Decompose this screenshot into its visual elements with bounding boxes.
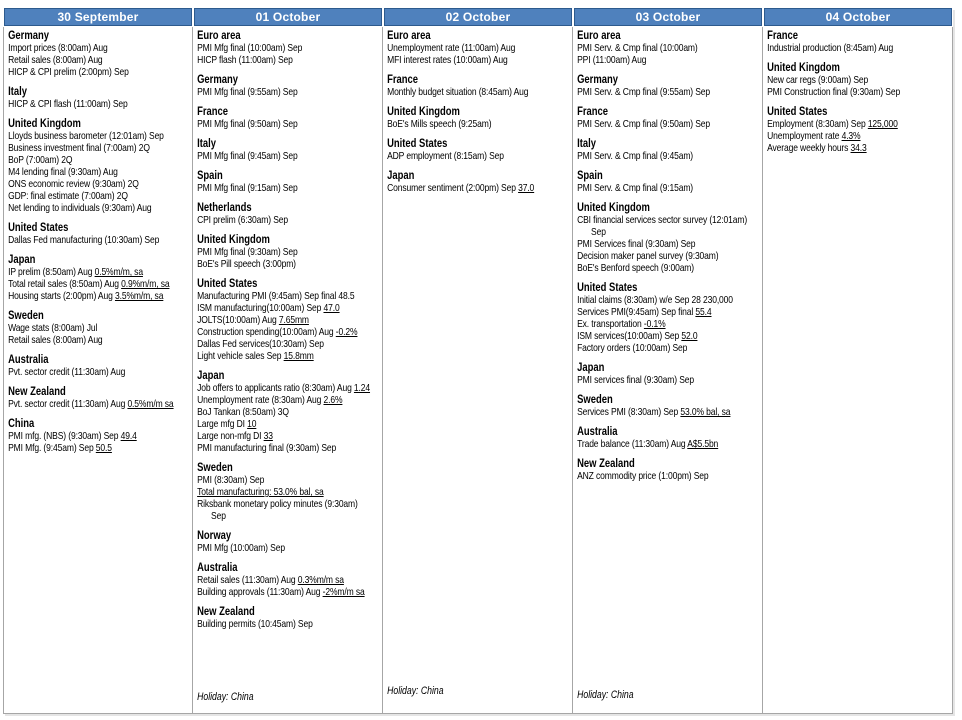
- country-section: [197, 530, 380, 555]
- event-forecast-value: -2%m/m sa: [322, 587, 365, 598]
- country-section: [8, 354, 190, 379]
- event-item: [387, 87, 570, 99]
- event-text: BoE's Pill speech (3:00pm): [197, 259, 296, 270]
- day-events-cell: [3, 27, 193, 714]
- event-text: Services PMI(9:45am) Sep final: [577, 307, 696, 318]
- event-item: [8, 323, 190, 335]
- event-item: [577, 239, 760, 251]
- country-name: Euro area: [577, 30, 621, 42]
- event-forecast-value: 52.0: [681, 331, 698, 342]
- event-forecast-value: 125,000: [867, 119, 898, 130]
- date-header: 30 September: [4, 8, 192, 26]
- event-item: [387, 55, 570, 67]
- country-name: New Zealand: [577, 458, 635, 470]
- event-item: [767, 75, 950, 87]
- event-continuation-line: Sep: [211, 511, 226, 522]
- event-text: PMI Mfg final (9:15am) Sep: [197, 183, 298, 194]
- event-item: [197, 43, 380, 55]
- event-item: [197, 575, 380, 587]
- day-column-5: [763, 8, 953, 714]
- country-name: United Kingdom: [767, 62, 840, 74]
- event-text: Wage stats (8:00am) Jul: [8, 323, 98, 334]
- event-text: BoJ Tankan (8:50am) 3Q: [197, 407, 289, 418]
- event-item: [8, 179, 190, 191]
- country-section: [197, 30, 380, 67]
- event-item: [197, 587, 380, 599]
- event-item: [767, 119, 950, 131]
- event-text: CBI financial services sector survey (12:01am): [577, 215, 748, 226]
- event-text: HICP flash (11:00am) Sep: [197, 55, 293, 66]
- event-text: PMI manufacturing final (9:30am) Sep: [197, 443, 337, 454]
- event-text: Net lending to individuals (9:30am) Aug: [8, 203, 152, 214]
- day-column-3: [383, 8, 573, 714]
- event-text: Building approvals (11:30am) Aug: [197, 587, 323, 598]
- event-text: Trade balance (11:30am) Aug: [577, 439, 688, 450]
- event-item: [197, 119, 380, 131]
- event-text: PMI Serv. & Cmp final (9:15am): [577, 183, 694, 194]
- event-text: M4 lending final (9:30am) Aug: [8, 167, 118, 178]
- event-item: [8, 67, 190, 79]
- country-section: [197, 278, 380, 363]
- country-name: Sweden: [197, 462, 233, 474]
- country-section: [197, 370, 380, 455]
- event-text: Average weekly hours: [767, 143, 851, 154]
- country-name: Sweden: [8, 310, 44, 322]
- event-item: [197, 55, 380, 67]
- event-item: [197, 327, 380, 339]
- event-forecast-value: 3.5%m/m, sa: [114, 291, 164, 302]
- event-text: Dallas Fed manufacturing (10:30am) Sep: [8, 235, 160, 246]
- event-item: [577, 263, 760, 275]
- event-text: PMI Construction final (9:30am) Sep: [767, 87, 901, 98]
- country-name: United States: [577, 282, 638, 294]
- event-text: Industrial production (8:45am) Aug: [767, 43, 894, 54]
- event-text: Unemployment rate: [767, 131, 842, 142]
- country-section: [767, 62, 950, 99]
- country-name: China: [8, 418, 35, 430]
- event-continuation-line: Sep: [591, 227, 606, 238]
- event-item: [197, 291, 380, 303]
- event-item: [197, 339, 380, 351]
- event-forecast-value: 53.0% bal, sa: [680, 407, 731, 418]
- event-item: [197, 419, 380, 431]
- country-name: Euro area: [387, 30, 431, 42]
- event-item: [577, 407, 760, 419]
- event-item: [577, 471, 760, 483]
- event-text: Dallas Fed services(10:30am) Sep: [197, 339, 324, 350]
- event-text: ADP employment (8:15am) Sep: [387, 151, 504, 162]
- event-item: [387, 43, 570, 55]
- event-text: Total retail sales (8:50am) Aug: [8, 279, 122, 290]
- event-forecast-value: 33: [263, 431, 273, 442]
- event-item: [767, 87, 950, 99]
- country-section: [387, 74, 570, 99]
- event-item: [387, 119, 570, 131]
- event-forecast-value: Total manufacturing: 53.0% bal, sa: [197, 487, 324, 498]
- day-events-content: [763, 27, 952, 713]
- event-item: [8, 191, 190, 203]
- country-section: [8, 118, 190, 215]
- event-item: [577, 251, 760, 263]
- country-name: Japan: [197, 370, 225, 382]
- event-item: [577, 343, 760, 355]
- country-section: [197, 138, 380, 163]
- event-item: [8, 203, 190, 215]
- event-item: [197, 431, 380, 443]
- event-text: ISM manufacturing(10:00am) Sep: [197, 303, 324, 314]
- event-forecast-value: A$5.5bn: [687, 439, 719, 450]
- event-item: [197, 87, 380, 99]
- country-name: Norway: [197, 530, 232, 542]
- event-item: [197, 315, 380, 327]
- event-text: PMI Services final (9:30am) Sep: [577, 239, 696, 250]
- country-name: France: [767, 30, 799, 42]
- event-text: PMI Mfg. (9:45am) Sep: [8, 443, 96, 454]
- country-section: [8, 310, 190, 347]
- event-item: [197, 543, 380, 555]
- event-text: PMI Mfg final (9:50am) Sep: [197, 119, 298, 130]
- event-text: PMI Mfg final (9:30am) Sep: [197, 247, 298, 258]
- country-section: [197, 462, 380, 523]
- country-section: [577, 202, 760, 275]
- country-name: Spain: [197, 170, 223, 182]
- event-forecast-value: 0.3%m/m sa: [297, 575, 344, 586]
- country-name: Australia: [8, 354, 49, 366]
- country-section: [577, 362, 760, 387]
- country-section: [8, 30, 190, 79]
- event-item: [577, 183, 760, 195]
- event-text: Construction spending(10:00am) Aug: [197, 327, 336, 338]
- event-text: Job offers to applicants ratio (8:30am) Aug: [197, 383, 354, 394]
- event-text: Employment (8:30am) Sep: [767, 119, 868, 130]
- country-name: United States: [197, 278, 258, 290]
- event-text: Initial claims (8:30am) w/e Sep 28 230,000: [577, 295, 733, 306]
- event-forecast-value: 37.0: [518, 183, 535, 194]
- event-text: Lloyds business barometer (12:01am) Sep: [8, 131, 164, 142]
- event-text: Retail sales (8:00am) Aug: [8, 55, 103, 66]
- country-name: Spain: [577, 170, 603, 182]
- event-text: PPI (11:00am) Aug: [577, 55, 647, 66]
- event-text: Business investment final (7:00am) 2Q: [8, 143, 150, 154]
- country-name: Germany: [577, 74, 618, 86]
- holiday-note: Holiday: China: [387, 685, 444, 697]
- country-section: [577, 138, 760, 163]
- event-item: [197, 259, 380, 271]
- event-text: Factory orders (10:00am) Sep: [577, 343, 688, 354]
- country-name: United States: [767, 106, 828, 118]
- event-item: [577, 307, 760, 319]
- event-item: [197, 499, 380, 511]
- event-item: [197, 215, 380, 227]
- event-item: [8, 155, 190, 167]
- event-item: [197, 303, 380, 315]
- event-forecast-value: 55.4: [695, 307, 712, 318]
- event-text: BoP (7:00am) 2Q: [8, 155, 73, 166]
- event-text: Unemployment rate (8:30am) Aug: [197, 395, 324, 406]
- country-section: [197, 606, 380, 631]
- day-events-cell: [383, 27, 573, 714]
- event-forecast-value: -0.1%: [643, 319, 666, 330]
- country-section: [387, 30, 570, 67]
- event-text: PMI Serv. & Cmp final (9:50am) Sep: [577, 119, 711, 130]
- event-forecast-value: 49.4: [120, 431, 137, 442]
- country-name: Euro area: [197, 30, 241, 42]
- event-item: [197, 247, 380, 259]
- country-name: Italy: [197, 138, 216, 150]
- event-text: Import prices (8:00am) Aug: [8, 43, 108, 54]
- event-forecast-value: 1.24: [353, 383, 371, 394]
- event-item: [197, 351, 380, 363]
- event-item: [577, 55, 760, 67]
- day-events-content: [193, 27, 382, 713]
- event-text: PMI Mfg (10:00am) Sep: [197, 543, 285, 554]
- country-name: Japan: [387, 170, 415, 182]
- event-text: New car regs (9:00am) Sep: [767, 75, 869, 86]
- event-item: [387, 183, 570, 195]
- event-text: Housing starts (2:00pm) Aug: [8, 291, 115, 302]
- event-item: [197, 443, 380, 455]
- event-item: [767, 143, 950, 155]
- event-item: [8, 431, 190, 443]
- event-text: Services PMI (8:30am) Sep: [577, 407, 681, 418]
- country-section: [8, 254, 190, 303]
- event-item: [197, 395, 380, 407]
- event-text: Monthly budget situation (8:45am) Aug: [387, 87, 529, 98]
- event-text: PMI services final (9:30am) Sep: [577, 375, 694, 386]
- country-name: United Kingdom: [197, 234, 270, 246]
- event-item: [577, 43, 760, 55]
- event-item: [197, 475, 380, 487]
- event-text: PMI mfg. (NBS) (9:30am) Sep: [8, 431, 121, 442]
- event-item: [8, 43, 190, 55]
- event-forecast-value: 7.65mm: [278, 315, 309, 326]
- event-item: [387, 151, 570, 163]
- event-item: [197, 151, 380, 163]
- event-text: Building permits (10:45am) Sep: [197, 619, 313, 630]
- event-text: PMI Serv. & Cmp final (9:45am): [577, 151, 694, 162]
- event-text: Retail sales (11:30am) Aug: [197, 575, 298, 586]
- event-text: Retail sales (8:00am) Aug: [8, 335, 103, 346]
- country-name: United States: [8, 222, 69, 234]
- event-item: [577, 215, 760, 227]
- event-item: [197, 183, 380, 195]
- event-text: ONS economic review (9:30am) 2Q: [8, 179, 139, 190]
- event-text: CPI prelim (6:30am) Sep: [197, 215, 288, 226]
- event-forecast-value: 50.5: [95, 443, 112, 454]
- country-section: [197, 106, 380, 131]
- event-item: [197, 619, 380, 631]
- event-text: Pvt. sector credit (11:30am) Aug: [8, 367, 126, 378]
- event-item: [577, 119, 760, 131]
- event-forecast-value: 10: [247, 419, 257, 430]
- country-name: Germany: [197, 74, 238, 86]
- event-text: HICP & CPI prelim (2:00pm) Sep: [8, 67, 129, 78]
- event-forecast-value: 34.3: [850, 143, 867, 154]
- day-events-cell: [193, 27, 383, 714]
- event-forecast-value: 0.5%m/m, sa: [94, 267, 143, 278]
- event-item: [8, 99, 190, 111]
- country-section: [8, 86, 190, 111]
- event-text: HICP & CPI flash (11:00am) Sep: [8, 99, 128, 110]
- country-name: New Zealand: [8, 386, 66, 398]
- event-item: [197, 407, 380, 419]
- date-header: 04 October: [764, 8, 952, 26]
- event-item: [8, 367, 190, 379]
- country-section: [577, 458, 760, 483]
- day-events-cell: [763, 27, 953, 714]
- country-section: [197, 234, 380, 271]
- event-item: [767, 43, 950, 55]
- event-text: JOLTS(10:00am) Aug: [197, 315, 279, 326]
- country-name: Italy: [8, 86, 27, 98]
- holiday-note: Holiday: China: [197, 691, 254, 703]
- date-header: 03 October: [574, 8, 762, 26]
- event-item: [577, 151, 760, 163]
- event-forecast-value: 15.8mm: [283, 351, 314, 362]
- event-item: [767, 131, 950, 143]
- event-text: ANZ commodity price (1:00pm) Sep: [577, 471, 709, 482]
- country-name: Australia: [197, 562, 238, 574]
- event-item: [577, 439, 760, 451]
- event-text: IP prelim (8:50am) Aug: [8, 267, 95, 278]
- event-item: [8, 131, 190, 143]
- event-forecast-value: 47.0: [323, 303, 340, 314]
- country-name: United Kingdom: [387, 106, 460, 118]
- country-section: [8, 222, 190, 247]
- country-section: [577, 394, 760, 419]
- country-section: [577, 106, 760, 131]
- event-item: [8, 55, 190, 67]
- event-text: Ex. transportation: [577, 319, 644, 330]
- day-column-1: [3, 8, 193, 714]
- country-section: [387, 106, 570, 131]
- country-name: Sweden: [577, 394, 613, 406]
- event-text: MFI interest rates (10:00am) Aug: [387, 55, 508, 66]
- day-events-cell: [573, 27, 763, 714]
- date-header: 02 October: [384, 8, 572, 26]
- country-name: Italy: [577, 138, 596, 150]
- event-item: [8, 143, 190, 155]
- country-section: [387, 170, 570, 195]
- country-name: Germany: [8, 30, 49, 42]
- event-text: PMI Mfg final (9:55am) Sep: [197, 87, 298, 98]
- day-events-content: [383, 27, 572, 713]
- country-section: [767, 106, 950, 155]
- event-forecast-value: 2.6%: [323, 395, 343, 406]
- country-name: Netherlands: [197, 202, 252, 214]
- event-item: [8, 291, 190, 303]
- event-item: [577, 375, 760, 387]
- day-events-content: [4, 27, 192, 713]
- event-text: Pvt. sector credit (11:30am) Aug: [8, 399, 128, 410]
- country-name: United Kingdom: [8, 118, 81, 130]
- country-name: Australia: [577, 426, 618, 438]
- country-name: France: [197, 106, 229, 118]
- day-column-2: [193, 8, 383, 714]
- event-item: [577, 319, 760, 331]
- country-section: [577, 282, 760, 355]
- day-events-content: [573, 27, 762, 713]
- country-section: [387, 138, 570, 163]
- country-section: [197, 170, 380, 195]
- event-item: [197, 487, 380, 499]
- country-name: France: [577, 106, 609, 118]
- country-section: [8, 418, 190, 455]
- event-text: PMI (8:30am) Sep: [197, 475, 265, 486]
- event-text: Decision maker panel survey (9:30am): [577, 251, 719, 262]
- event-item: [8, 335, 190, 347]
- country-section: [577, 170, 760, 195]
- event-text: Large non-mfg DI: [197, 431, 264, 442]
- event-item: [8, 167, 190, 179]
- event-text: Unemployment rate (11:00am) Aug: [387, 43, 516, 54]
- country-name: United Kingdom: [577, 202, 650, 214]
- event-text: Large mfg DI: [197, 419, 248, 430]
- country-section: [577, 74, 760, 99]
- country-name: United States: [387, 138, 448, 150]
- event-item: [8, 399, 190, 411]
- event-text: BoE's Benford speech (9:00am): [577, 263, 694, 274]
- event-item: [8, 443, 190, 455]
- event-forecast-value: 4.3%: [841, 131, 861, 142]
- event-text: PMI Mfg final (10:00am) Sep: [197, 43, 303, 54]
- country-section: [577, 426, 760, 451]
- economic-calendar-table: [3, 8, 953, 714]
- country-section: [197, 74, 380, 99]
- event-text: ISM services(10:00am) Sep: [577, 331, 682, 342]
- event-item: [8, 279, 190, 291]
- country-name: Japan: [577, 362, 605, 374]
- event-text: PMI Mfg final (9:45am) Sep: [197, 151, 298, 162]
- event-text: Light vehicle sales Sep: [197, 351, 284, 362]
- event-item: [8, 267, 190, 279]
- event-item: [577, 87, 760, 99]
- event-text: Manufacturing PMI (9:45am) Sep final 48.5: [197, 291, 355, 302]
- event-item: [577, 295, 760, 307]
- country-section: [577, 30, 760, 67]
- event-text: PMI Serv. & Cmp final (10:00am): [577, 43, 698, 54]
- event-item: [577, 331, 760, 343]
- event-text: GDP: final estimate (7:00am) 2Q: [8, 191, 128, 202]
- country-section: [767, 30, 950, 55]
- event-item: [197, 383, 380, 395]
- event-text: BoE's Mills speech (9:25am): [387, 119, 492, 130]
- country-name: New Zealand: [197, 606, 255, 618]
- day-column-4: [573, 8, 763, 714]
- country-name: France: [387, 74, 419, 86]
- event-item: [8, 235, 190, 247]
- date-header: 01 October: [194, 8, 382, 26]
- event-text: Riksbank monetary policy minutes (9:30am): [197, 499, 358, 510]
- country-name: Japan: [8, 254, 36, 266]
- country-section: [8, 386, 190, 411]
- event-forecast-value: -0.2%: [335, 327, 358, 338]
- event-text: PMI Serv. & Cmp final (9:55am) Sep: [577, 87, 711, 98]
- country-section: [197, 202, 380, 227]
- event-forecast-value: 0.5%m/m sa: [127, 399, 174, 410]
- country-section: [197, 562, 380, 599]
- event-text: Consumer sentiment (2:00pm) Sep: [387, 183, 519, 194]
- holiday-note: Holiday: China: [577, 689, 634, 701]
- event-forecast-value: 0.9%m/m, sa: [121, 279, 170, 290]
